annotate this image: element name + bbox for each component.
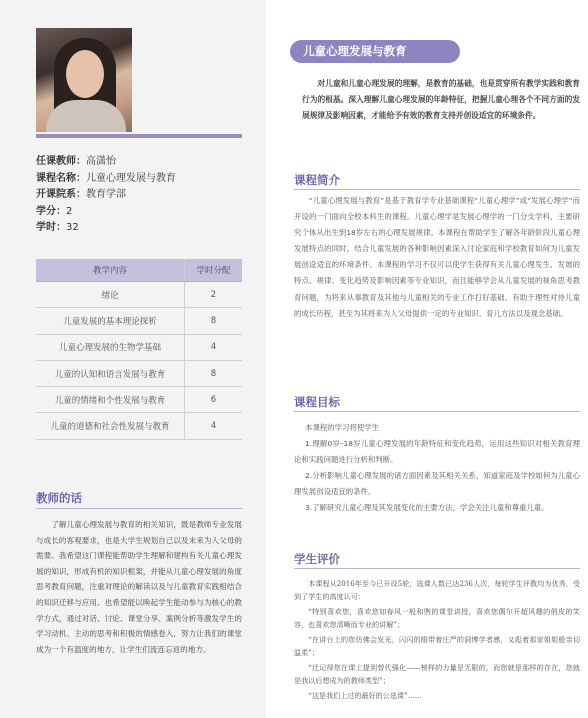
course-table [36,259,242,440]
info-value: 高潇怡 [86,156,116,167]
summary-paragraph: “儿童心理发展与教育”是基于教育学专业基础课程“儿童心理学”或“发展心理学”而开设的一门面向全校本科生的课程。儿童心理学是发展心理学的一门分支学科，主要研究个体从出生到18岁左右的心理发展规律。本课程在帮助学生了解各年龄阶段儿童心理发展特点的同时，结合儿童发展的各种影响因素深入讨论家庭和学校教育如何为儿童发展创设适宜的环境条件。本课程的学习不仅可以使学生获得有关儿童心理发生、发展的特点、规律、变化趋势及影响因素等专业知识，而且能够学会从儿童发展的视角思考教育问题，为将来从事教育及其他与儿童相关的专业工作打好基础，有助于理性对待儿童的成长历程，甚至为其将来为人父母提供一定的专业知识、育儿方法以及观念基础。 [294,196,580,318]
table-row [36,308,242,334]
info-credit [36,204,256,221]
teacher-photo [36,28,132,132]
row-hours: 8 [185,360,243,386]
left-column [0,0,266,718]
evaluation-quote: “这是我们上过的最好的公选课”…… [308,691,422,700]
evaluation-title: 学生评价 [294,552,340,566]
info-label: 学分： [36,205,66,217]
row-content: 儿童发展的基本理论探析 [36,308,185,334]
row-content: 儿童的认知和语言发展与教育 [36,360,185,386]
table-header-hours: 学时分配 [185,259,243,282]
info-label: 任课教师： [36,156,86,167]
course-title-banner: 儿童心理发展与教育 [290,40,460,63]
row-hours: 6 [185,387,243,413]
info-value: 2 [66,205,73,217]
goal-item: 3.了解研究儿童心理及其发展变化的主要方法，学会关注儿童和尊重儿童。 [305,503,549,513]
table-row [36,334,242,360]
info-course [36,171,256,188]
row-hours: 4 [185,334,243,360]
table-header-row [36,259,242,282]
info-hours [36,220,256,237]
table-row [36,360,242,386]
evaluation-paragraph: 本课程从2016年至今已开设5轮，选课人数已达236人次，每轮学生评教均为优秀，受到了学生的高度认可： [294,579,580,601]
row-hours: 8 [185,308,243,334]
goal-item: 2.分析影响儿童心理发展的诸方面因素及其相关关系，知道家庭及学校如何为儿童心理发展创设适宜的条件。 [294,471,580,497]
teacher-words-title: 教师的话 [36,491,82,505]
section-divider [294,568,580,569]
info-label: 开课院系： [36,189,86,200]
row-content: 儿童心理发展的生物学基础 [36,334,185,360]
section-divider [294,411,580,412]
info-value: 教育学部 [86,189,126,200]
section-divider [294,189,580,190]
info-label: 学时： [36,222,66,233]
evaluation-quote: “在讲台上的您仿佛会发光，闪闪的眼带着庄严的洞博学者感，又彪着那家姐姐般亲切温柔”； [294,635,580,657]
goal-item: 1.理解0岁–18岁儿童心理发展的年龄特征和变化趋势，运用这些知识对相关教育理论和实践问题进行分析和判断。 [294,439,580,465]
intro-paragraph: 对儿童和儿童心理发展的理解，是教育的基础，也是贯穿所有教学实践和教育行为的根基。深入理解儿童心理发展的年龄特征，把握儿童心理各个不同方面的发展规律及影响因素，才能给予有效的教育支持并创设适宜的环境条件。 [302,79,580,120]
teacher-info [36,154,256,237]
row-hours: 2 [185,282,243,308]
info-teacher [36,154,256,171]
goals-title: 课程目标 [294,395,340,409]
photo-accent-bar [36,134,242,138]
table-row [36,413,242,439]
evaluation-quote: “特别喜欢您，喜欢您如春风一般和煦的课堂讲授，喜欢您偶尔开超风趣的俏皮的笑容，也喜欢您清晰而专业的讲解”； [294,607,580,629]
row-content: 绪论 [36,282,185,308]
info-value: 32 [66,222,79,233]
table-header-content: 教学内容 [36,259,185,282]
info-value: 儿童心理发展与教育 [86,172,176,184]
summary-title: 课程简介 [294,173,340,187]
table-row [36,387,242,413]
right-column [266,0,588,718]
goals-lead: 本课程的学习将使学生 [305,423,380,432]
evaluation-quote: “迁记得您在课上提到替代强化——榜样的力量是无限的，而您就是那样的存在，您就是我以后想成为的教师类型”； [294,663,580,685]
row-hours: 4 [185,413,243,439]
section-divider [36,508,242,509]
info-label: 课程名称： [36,172,86,184]
summary-text [294,193,580,322]
row-content: 儿童的道德和社会性发展与教育 [36,413,185,439]
goals-text [294,420,580,517]
evaluation-text [294,577,580,704]
teacher-words-text: 了解儿童心理发展与教育的相关知识，既是教师专业发展与成长的客观要求，也是大学生规划自己以及未来为人父母的需要。我希望这门课程能帮助学生理解和建构有关儿童心理发展的知识，形成有机的知识框架，并能从儿童心理发展的角度思考教育问题，注重对理论的解读以及与儿童教育实践相结合的知识迁移与应用。也希望能以唤起学生能动参与为核心的教学方式，通过对话、讨论、课堂分享、案例分析等激发学生的学习动机、主动的思考和积极的情感卷入，努力让我们的课堂成为一个有温度的地方，让学生们流连忘返的地方。 [36,520,242,654]
table-row [36,282,242,308]
row-content: 儿童的情绪和个性发展与教育 [36,387,185,413]
info-dept [36,187,256,204]
